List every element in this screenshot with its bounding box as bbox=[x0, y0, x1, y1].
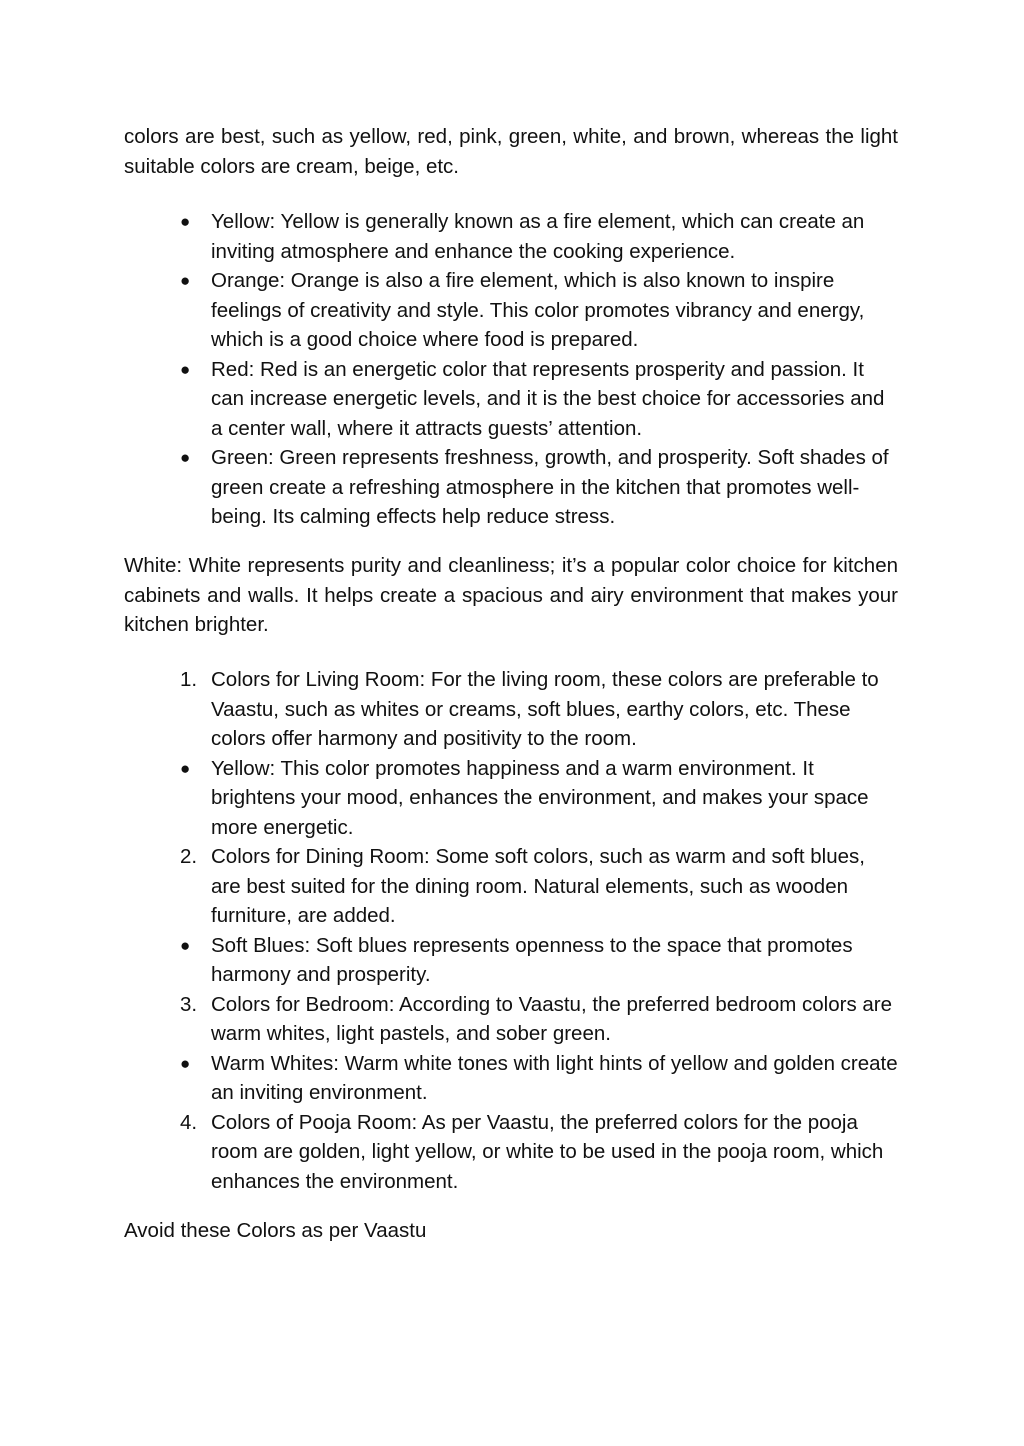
list-item-text: Colors of Pooja Room: As per Vaastu, the preferred colors for the pooja room are golden, light yellow, or white to be used in the pooja room, which enhances the environment. bbox=[211, 1110, 884, 1193]
number-marker: 4. bbox=[180, 1110, 198, 1134]
number-marker: 2. bbox=[180, 845, 198, 868]
white-paragraph: White: White represents purity and cleanliness; it’s a popular color choice for kitchen cabinets and walls. It helps create a spacious and airy environment that makes your kitchen brighter. bbox=[124, 554, 898, 636]
list-item bbox=[124, 990, 898, 1049]
intro-paragraph: colors are best, such as yellow, red, pink, green, white, and brown, whereas the light suitable colors are cream, beige, etc. bbox=[124, 125, 898, 178]
list-item-text: Green: Green represents freshness, growth, and prosperity. Soft shades of green create a refreshing atmosphere in the kitchen that promotes well-being. Its calming effects help reduce stress. bbox=[211, 446, 889, 528]
list-item bbox=[124, 266, 898, 355]
list-item bbox=[124, 842, 898, 931]
list-item bbox=[124, 207, 898, 266]
list-item-text: Colors for Living Room: For the living room, these colors are preferable to Vaastu, such as whites or creams, soft blues, earthy colors, etc. These colors offer harmony and positivity to the room. bbox=[211, 668, 879, 750]
list-item-text: Colors for Dining Room: Some soft colors, such as warm and soft blues, are best suited for the dining room. Natural elements, such as wooden furniture, are added. bbox=[211, 845, 865, 927]
list-item-text: Orange: Orange is also a fire element, which is also known to inspire feelings of creativity and style. This color promotes vibrancy and energy, which is a good choice where food is prepared. bbox=[211, 269, 865, 351]
list-item bbox=[124, 754, 898, 843]
list-item bbox=[124, 1049, 898, 1108]
list-item-text: Red: Red is an energetic color that represents prosperity and passion. It can increase energetic levels, and it is the best choice for accessories and a center wall, where it attracts guests’ attention. bbox=[211, 357, 885, 440]
list-item bbox=[124, 1108, 898, 1197]
list-item-text: Warm Whites: Warm white tones with light hints of yellow and golden create an inviting environment. bbox=[211, 1051, 898, 1104]
bullet-marker: ● bbox=[180, 448, 191, 467]
list-item bbox=[124, 665, 898, 754]
bullet-marker: ● bbox=[180, 271, 191, 290]
number-marker: 3. bbox=[180, 992, 198, 1016]
number-marker: 1. bbox=[180, 668, 198, 691]
list-item-text: Colors for Bedroom: According to Vaastu, the preferred bedroom colors are warm whites, light pastels, and sober green. bbox=[211, 992, 893, 1045]
kitchen-colors-list bbox=[124, 207, 898, 532]
bullet-marker: ● bbox=[180, 1053, 191, 1073]
closing-heading: Avoid these Colors as per Vaastu bbox=[124, 1219, 427, 1242]
list-item bbox=[124, 443, 898, 532]
bullet-marker: ● bbox=[180, 212, 191, 231]
list-item bbox=[124, 931, 898, 990]
bullet-marker: ● bbox=[180, 359, 191, 379]
bullet-marker: ● bbox=[180, 935, 191, 955]
bullet-marker: ● bbox=[180, 758, 191, 778]
list-item-text: Soft Blues: Soft blues represents openness to the space that promotes harmony and prosperity. bbox=[211, 933, 853, 986]
list-item bbox=[124, 355, 898, 444]
list-item-text: Yellow: Yellow is generally known as a fire element, which can create an inviting atmosphere and enhance the cooking experience. bbox=[211, 210, 865, 263]
list-item-text: Yellow: This color promotes happiness and a warm environment. It brightens your mood, enhances the environment, and makes your space more energetic. bbox=[211, 756, 869, 839]
room-colors-list bbox=[124, 665, 898, 1196]
